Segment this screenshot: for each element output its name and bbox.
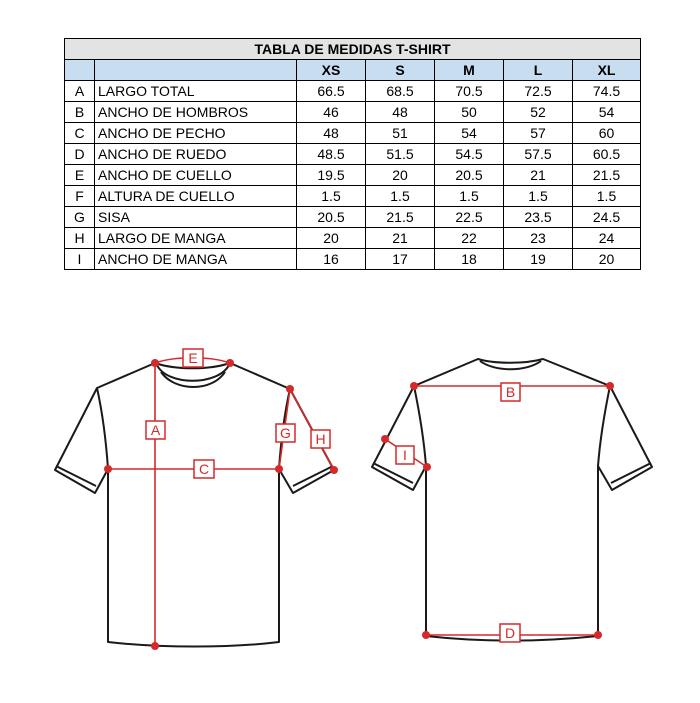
table-title: TABLA DE MEDIDAS T-SHIRT	[65, 39, 641, 60]
size-value-cell: 1.5	[573, 186, 641, 207]
size-value-cell: 17	[366, 249, 435, 270]
front-right-sleeve-hem	[293, 466, 333, 486]
label-g: G	[280, 425, 291, 441]
front-collar-inner	[161, 372, 225, 387]
header-empty-code	[65, 60, 95, 81]
back-left-armhole	[414, 386, 426, 466]
row-label: ANCHO DE PECHO	[95, 123, 297, 144]
size-value-cell: 21	[504, 165, 573, 186]
row-code: F	[65, 186, 95, 207]
size-value-cell: 23.5	[504, 207, 573, 228]
measure-point	[606, 382, 614, 390]
measure-point	[423, 463, 431, 471]
back-left-sleeve-hem	[373, 463, 413, 483]
measure-point	[594, 631, 602, 639]
header-empty-label	[95, 60, 297, 81]
back-right-armhole	[598, 386, 610, 466]
size-value-cell: 1.5	[297, 186, 366, 207]
row-code: E	[65, 165, 95, 186]
size-value-cell: 50	[435, 102, 504, 123]
size-value-cell: 1.5	[504, 186, 573, 207]
row-code: I	[65, 249, 95, 270]
size-value-cell: 24.5	[573, 207, 641, 228]
size-value-cell: 19	[504, 249, 573, 270]
table-row	[65, 228, 641, 249]
measure-point	[410, 382, 418, 390]
size-value-cell: 60.5	[573, 144, 641, 165]
size-value-cell: 18	[435, 249, 504, 270]
size-value-cell: 21.5	[573, 165, 641, 186]
size-value-cell: 20.5	[435, 165, 504, 186]
size-value-cell: 24	[573, 228, 641, 249]
size-value-cell: 51.5	[366, 144, 435, 165]
size-value-cell: 19.5	[297, 165, 366, 186]
label-d: D	[504, 625, 516, 641]
table-row	[65, 81, 641, 102]
size-value-cell: 54	[435, 123, 504, 144]
front-measure-points	[104, 359, 338, 650]
size-value-cell: 60	[573, 123, 641, 144]
row-code: A	[65, 81, 95, 102]
size-value-cell: 22.5	[435, 207, 504, 228]
size-value-cell: 68.5	[366, 81, 435, 102]
size-value-cell: 16	[297, 249, 366, 270]
row-code: G	[65, 207, 95, 228]
row-label: ANCHO DE MANGA	[95, 249, 297, 270]
table-row	[65, 102, 641, 123]
size-table	[64, 38, 641, 270]
size-value-cell: 57	[504, 123, 573, 144]
size-value-cell: 48	[297, 123, 366, 144]
measure-point	[286, 385, 294, 393]
front-tshirt	[55, 363, 334, 647]
back-measurements	[385, 386, 610, 635]
measure-point	[422, 631, 430, 639]
front-measurements	[108, 358, 334, 646]
size-value-cell: 51	[366, 123, 435, 144]
size-value-cell: 48	[366, 102, 435, 123]
size-value-cell: 20.5	[297, 207, 366, 228]
label-h: H	[315, 431, 326, 447]
measure-point	[226, 359, 234, 367]
measure-point	[330, 466, 338, 474]
size-value-cell: 54.5	[435, 144, 504, 165]
label-i: I	[403, 447, 407, 463]
row-code: D	[65, 144, 95, 165]
table-row	[65, 249, 641, 270]
header-size: S	[366, 60, 435, 81]
size-value-cell: 20	[297, 228, 366, 249]
table-row	[65, 144, 641, 165]
row-label: SISA	[95, 207, 297, 228]
table-row	[65, 165, 641, 186]
measure-point	[151, 642, 159, 650]
size-value-cell: 52	[504, 102, 573, 123]
row-label: LARGO TOTAL	[95, 81, 297, 102]
size-value-cell: 48.5	[297, 144, 366, 165]
size-value-cell: 20	[573, 249, 641, 270]
size-value-cell: 54	[573, 102, 641, 123]
row-label: ANCHO DE CUELLO	[95, 165, 297, 186]
size-value-cell: 74.5	[573, 81, 641, 102]
size-value-cell: 1.5	[366, 186, 435, 207]
table-row	[65, 186, 641, 207]
size-value-cell: 66.5	[297, 81, 366, 102]
back-measure-labels	[396, 383, 520, 642]
table-title-row	[65, 39, 641, 60]
size-value-cell: 23	[504, 228, 573, 249]
back-measure-points	[381, 382, 614, 639]
label-e: E	[188, 350, 198, 366]
row-code: C	[65, 123, 95, 144]
front-body-outline	[55, 363, 334, 647]
table-body	[65, 81, 641, 270]
size-value-cell: 57.5	[504, 144, 573, 165]
size-value-cell: 70.5	[435, 81, 504, 102]
front-left-armhole	[97, 388, 108, 469]
size-value-cell: 22	[435, 228, 504, 249]
row-label: ANCHO DE RUEDO	[95, 144, 297, 165]
header-size: M	[435, 60, 504, 81]
tshirt-diagram	[0, 330, 700, 703]
size-value-cell: 72.5	[504, 81, 573, 102]
measure-point	[381, 435, 389, 443]
row-code: B	[65, 102, 95, 123]
label-c: C	[198, 461, 210, 477]
size-value-cell: 46	[297, 102, 366, 123]
table-row	[65, 207, 641, 228]
header-size: L	[504, 60, 573, 81]
measure-point	[275, 465, 283, 473]
header-size: XL	[573, 60, 641, 81]
row-label: ALTURA DE CUELLO	[95, 186, 297, 207]
size-value-cell: 21	[366, 228, 435, 249]
table-header-row	[65, 60, 641, 81]
row-code: H	[65, 228, 95, 249]
header-size: XS	[297, 60, 366, 81]
row-label: LARGO DE MANGA	[95, 228, 297, 249]
measure-point	[104, 465, 112, 473]
size-value-cell: 20	[366, 165, 435, 186]
row-label: ANCHO DE HOMBROS	[95, 102, 297, 123]
measure-point	[151, 359, 159, 367]
label-a: A	[150, 422, 161, 438]
label-b: B	[505, 384, 516, 400]
table-row	[65, 123, 641, 144]
size-value-cell: 1.5	[435, 186, 504, 207]
size-value-cell: 21.5	[366, 207, 435, 228]
